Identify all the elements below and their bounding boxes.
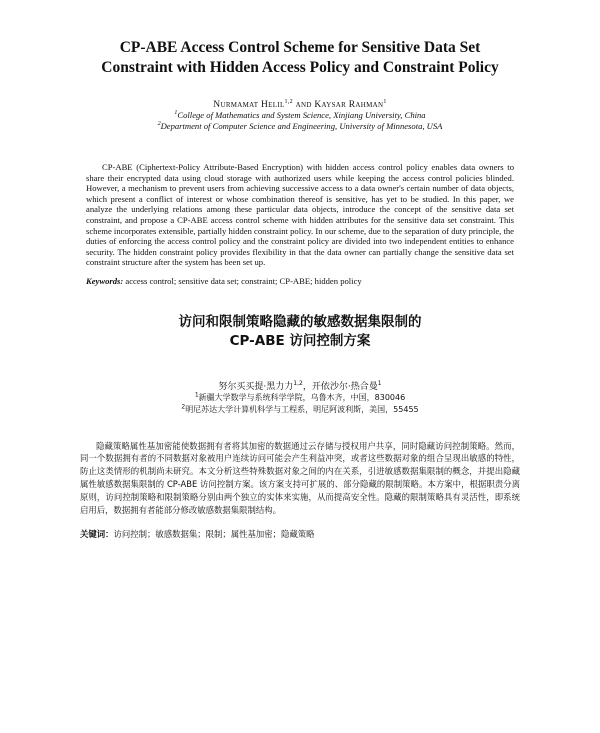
affiliation-en-2: $^2$Department of Computer Science and Engineering, University of Minnesota, USA bbox=[157, 121, 443, 131]
paper-title-cn bbox=[58, 313, 542, 351]
abstract-en: CP-ABE (Ciphertext-Policy Attribute-Based Encryption) with hidden access control policy enables data owners to share their encrypted data using cloud storage with authorized users while keeping the access control policies blinded. However, a mechanism to prevent users from achieving successive access to a data owner's certain number of data objects, which present a conflict of interest or whose combination thereof is sensitive, has yet to be studied. In this paper, we analyze the underlying relations among these particular data objects, introduce the concept of the sensitive data set constraint, and propose a CP-ABE access control scheme with hidden attributes for the sensitive data set constraint. This scheme incorporates extensible, partially hidden constraint policy. In our scheme, due to the separation of duty principle, the duties of enforcing the access control policy and the constraint policy are divided into two independent entities to enhance security. The hidden constraint policy provides flexibility in that the data owner can partially change the sensitive data set constraint structure after the system has been set up. bbox=[86, 162, 514, 268]
abstract-cn: 隐藏策略属性基加密能使数据拥有者将其加密的数据通过云存储与授权用户共享，同时隐藏访问控制策略。然而，同一个数据拥有者的不同数据对象被用户连续访问可能会产生利益冲突，或者这些数据对象的组合呈现出敏感的特性，防止这类情形的机制尚未研究。本文分析这些特殊数据对象之间的内在关系，引进敏感数据集限制的概念，并提出隐藏属性敏感数据集限制的 CP-ABE 访问控制方案。该方案支持可扩展的、部分隐藏的限制策略。本方案中，根据职责分离原则，访问控制策略和限制策略分别由两个独立的实体来实施，从而提高安全性。隐藏的限制策略具有灵活性，即系统启用后，数据拥有者能部分修改敏感数据集限制结构。 bbox=[80, 440, 520, 515]
author-2-cn-sup: 1 bbox=[377, 379, 382, 387]
paper-page bbox=[0, 38, 600, 733]
keywords-en bbox=[86, 276, 514, 287]
author-1-cn: 努尔买买提·黑力力 bbox=[218, 381, 294, 392]
keywords-en-label: Keywords: bbox=[86, 275, 124, 286]
author-1-en: Nurmamat Helil bbox=[213, 100, 285, 110]
affiliation-cn-1: $^1$新疆大学数学与系统科学学院，乌鲁木齐，中国，830046 bbox=[194, 390, 406, 402]
author-sep-cn: ， bbox=[302, 381, 312, 392]
author-1-cn-sup: 1,2 bbox=[293, 379, 303, 387]
affiliations-cn bbox=[58, 392, 542, 416]
keywords-cn-label: 关键词： bbox=[80, 529, 114, 540]
title-cn-line-2: CP-ABE 访问控制方案 bbox=[229, 332, 371, 349]
keywords-en-text: access control; sensitive data set; constraint; CP-ABE; hidden policy bbox=[123, 275, 362, 286]
affiliation-en-1: $^1$College of Mathematics and System Science, Xinjiang University, China bbox=[174, 110, 426, 120]
keywords-cn bbox=[80, 528, 520, 540]
author-1-en-sup: 1,2 bbox=[284, 98, 293, 105]
title-en-line-2: Constraint with Hidden Access Policy and Constraint Policy bbox=[101, 59, 499, 76]
authors-cn bbox=[58, 379, 542, 392]
author-2-cn: 开依沙尔·热合曼 bbox=[311, 381, 378, 392]
title-en-line-1: CP-ABE Access Control Scheme for Sensitive Data Set bbox=[119, 39, 481, 56]
affiliations-en bbox=[58, 110, 542, 132]
author-2-en-sup: 1 bbox=[383, 98, 387, 105]
author-and: and bbox=[292, 100, 315, 110]
authors-en bbox=[58, 100, 542, 110]
author-2-en: Kaysar Rahman bbox=[314, 100, 384, 110]
title-cn-line-1: 访问和限制策略隐藏的敏感数据集限制的 bbox=[178, 313, 422, 330]
affiliation-cn-2: $^2$明尼苏达大学计算机科学与工程系，明尼阿波利斯，美国，55455 bbox=[181, 402, 419, 414]
paper-title-en bbox=[58, 38, 542, 78]
keywords-cn-text: 访问控制；敏感数据集；限制；属性基加密；隐藏策略 bbox=[113, 529, 315, 540]
